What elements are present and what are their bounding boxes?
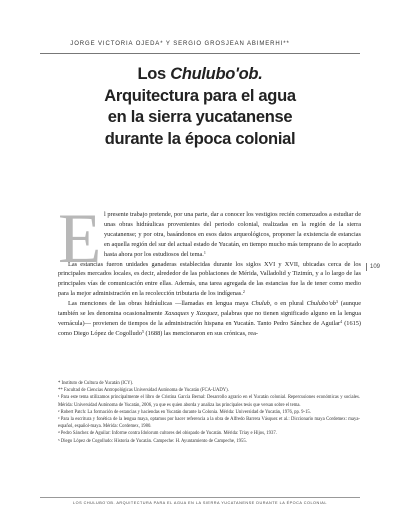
paragraph-1: l presente trabajo pretende, por una parte, dar a conocer los vestigios recién comenzados a estudiar de unas obras hidráulicas provenientes del periodo colonial, realizadas en la región de la sierra yucatanense; y por otra, basándonos en esos datos arqueológicos, proponer la existencia de estancias en aquella región del sur del actual estado de Yucatán, en tiempo mucho más temprano de lo aceptado hasta ahora por los estudiosos del tema.$^1$ [104, 211, 361, 258]
paragraph-2: Las estancias fueron unidades ganaderas establecidas durante los siglos XVI y XVII, ubicadas cerca de los principales mercados locales, es decir, alrededor de las poblaciones de Mérida, Valladolid y Tizimín, y a lo largo de las principales vías de comunicación entre ellas. Además, una tarea agregada de las estancias fue la de tener como medio para la mejor administración en la recolección tributaria de los indígenas.$^2$ [58, 260, 361, 298]
footnote-ref: 2 [242, 289, 245, 295]
footnote: ⁴ Pedro Sánchez de Aguilar: Informe contra Idolorum cultores del obispado de Yucatán. Mérida: Triay e Hijos, 1937. [58, 431, 277, 437]
title-prefix: Los [137, 65, 171, 83]
footnote-ref: 1 [203, 249, 206, 255]
footnotes [58, 380, 360, 445]
title-line-4: durante la época colonial [104, 129, 296, 148]
footer-rule [40, 497, 360, 498]
drop-cap: E [58, 200, 102, 278]
footnote: * Instituto de Cultura de Yucatán (ICY). [58, 381, 134, 386]
authors-line: JORGE VICTORIA OJEDA* Y SERGIO GROSJEAN ABIMERHI** [70, 41, 290, 47]
title-italic: Chulubo'ob. [170, 65, 263, 83]
paragraph-3: Las menciones de las obras hidráulicas —llamadas en lengua maya Chulub, o en plural $Chulubo'ob^3$ (aunque también se les denomina ocasionalmente Xaxaques y Xaxquez, palabras que no tienen significado alguno en la lengua vernácula)— provienen de tiempos de la administración hispana en Yucatán. Tanto Pedro Sánchez de Aguilar$^4$ (1615) como Diego López de Cogolludo$^5$ (1688) las mencionaron en sus crónicas, rea- [58, 299, 361, 337]
header-rule [40, 53, 360, 54]
page-number: 109 [366, 263, 380, 271]
title-line-3: en la sierra yucatanense [107, 108, 293, 126]
footnote: ¹ Para este tema utilizamos principalmente el libro de Cristina García Bernal: Desarrollo agrario en el Yucatán colonial. Repercusiones económicas y sociales. Mérida: Universidad Autónoma de Yucatán, 2006, ya que es quien aborda y analiza las principales tesis que versan sobre el tema. [58, 395, 360, 408]
title-line-1 [40, 64, 360, 86]
title-line-2: Arquitectura para el agua [104, 86, 296, 105]
footnote: ³ Para la escritura y fonética de la lengua maya, optamos por hacer referencia a la obra de Alfredo Barrera Vásquez et al.: Diccionario maya Cordemex: maya-español, español-maya. Mérida: Cordemex, 1980. [58, 417, 360, 430]
footnote: ** Facultad de Ciencias Antropológicas Universidad Autónoma de Yucatán (FCA-UADY). [58, 388, 229, 394]
running-footer: LOS CHULUBO'OB. ARQUITECTURA PARA EL AGUA EN LA SIERRA YUCATANENSE DURANTE LA ÉPOCA COLONIAL [73, 501, 327, 505]
article-title [40, 64, 360, 150]
footnote-ref: 4 [340, 318, 343, 324]
footnote-ref: 3 [335, 299, 338, 305]
footnote: ² Robert Patch: La formación de estancias y haciendas en Yucatán durante la Colonia. Mérida: Universidad de Yucatán, 1976, pp. 9-15. [58, 409, 311, 415]
footnote-ref: 5 [141, 328, 144, 334]
footnote: ⁵ Diego López de Cogolludo: Historia de Yucatán. Campeche: H. Ayuntamiento de Campeche, 1955. [58, 438, 247, 444]
article-body [58, 200, 361, 339]
